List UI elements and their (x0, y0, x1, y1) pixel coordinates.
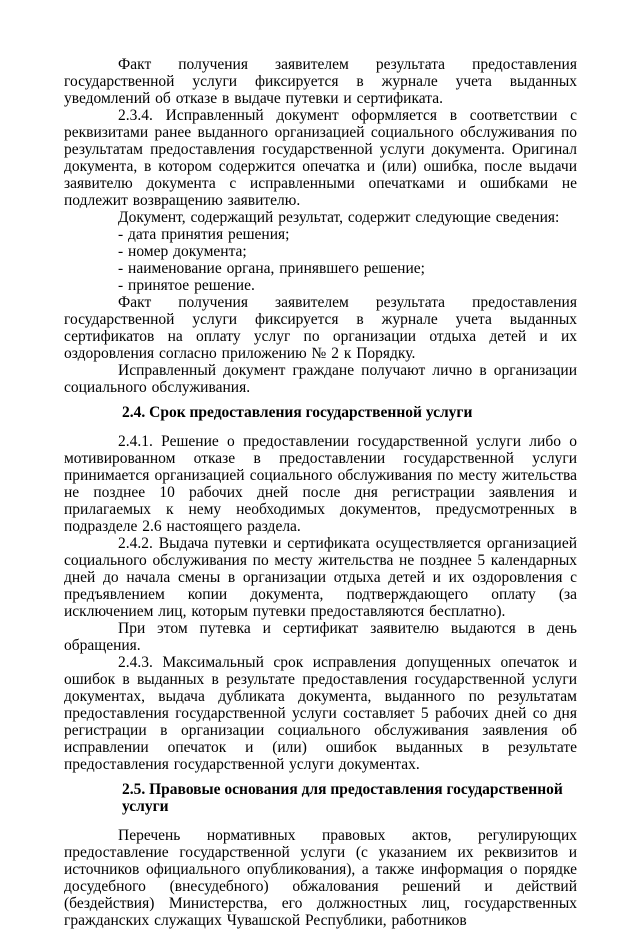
body-paragraph-2: 2.3.4. Исправленный документ оформляется в соответствии с реквизитами ранее выданного организацией социального обслуживания по результатам предоставления государственной услуги документа. Оригинал документа, в котором содержится опечатка и (или) ошибка, после выдачи заявителю документа с исправленными опечатками и ошибками не подлежит возвращению заявителю. (64, 107, 577, 209)
body-paragraph-9: Исправленный документ граждане получают лично в организации социального обслуживания. (64, 362, 577, 396)
body-paragraph-1: Факт получения заявителем результата предоставления государственной услуги фиксируется в журнале учета выданных уведомлений об отказе в выдаче путевки и сертификата. (64, 56, 577, 107)
body-paragraph-12: При этом путевка и сертификат заявителю выдаются в день обращения. (64, 620, 577, 654)
section-heading-2: 2.5. Правовые основания для предоставления государственной услуги (122, 781, 563, 815)
body-paragraph-5: - номер документа; (118, 243, 247, 260)
body-paragraph-14: Перечень нормативных правовых актов, регулирующих предоставление государственной услуги (с указанием их реквизитов и источников официального опубликования), а также информация о порядке досудебного (внесудебного) обжалования решений и действий (бездействия) Министерства, его должностных лиц, государственных гражданских служащих Чувашской Республики, работников (64, 827, 577, 929)
section-heading-1: 2.4. Срок предоставления государственной услуги (122, 404, 473, 421)
body-paragraph-8: Факт получения заявителем результата предоставления государственной услуги фиксируется в журнале учета выданных сертификатов на оплату услуг по организации отдыха детей и их оздоровления согласно приложению № 2 к Порядку. (64, 294, 577, 362)
body-paragraph-6: - наименование органа, принявшего решение; (118, 260, 425, 277)
body-paragraph-13: 2.4.3. Максимальный срок исправления допущенных опечаток и ошибок в выданных в результате предоставления государственной услуги документах, выдача дубликата документа, выданного по результатам предоставления государственной услуги составляет 5 рабочих дней со дня регистрации в организации социального обслуживания заявления об исправлении опечаток и (или) ошибок выданных в результате предоставления государственной услуги документах. (64, 654, 577, 773)
body-paragraph-7: - принятое решение. (118, 277, 255, 294)
body-paragraph-3: Документ, содержащий результат, содержит следующие сведения: (118, 209, 560, 226)
body-paragraph-11: 2.4.2. Выдача путевки и сертификата осуществляется организацией социального обслуживания по месту жительства не позднее 5 календарных дней до начала смены в организации отдыха детей и их оздоровления с предъявлением копии документа, подтверждающего оплату (за исключением лиц, которым путевки предоставляются бесплатно). (64, 535, 577, 620)
body-paragraph-10: 2.4.1. Решение о предоставлении государственной услуги либо о мотивированном отказе в предоставлении государственной услуги принимается организацией социального обслуживания по месту жительства не позднее 10 рабочих дней после дня регистрации заявления и прилагаемых к нему необходимых документов, предусмотренных в подразделе 2.6 настоящего раздела. (64, 433, 577, 535)
body-paragraph-4: - дата принятия решения; (118, 226, 290, 243)
